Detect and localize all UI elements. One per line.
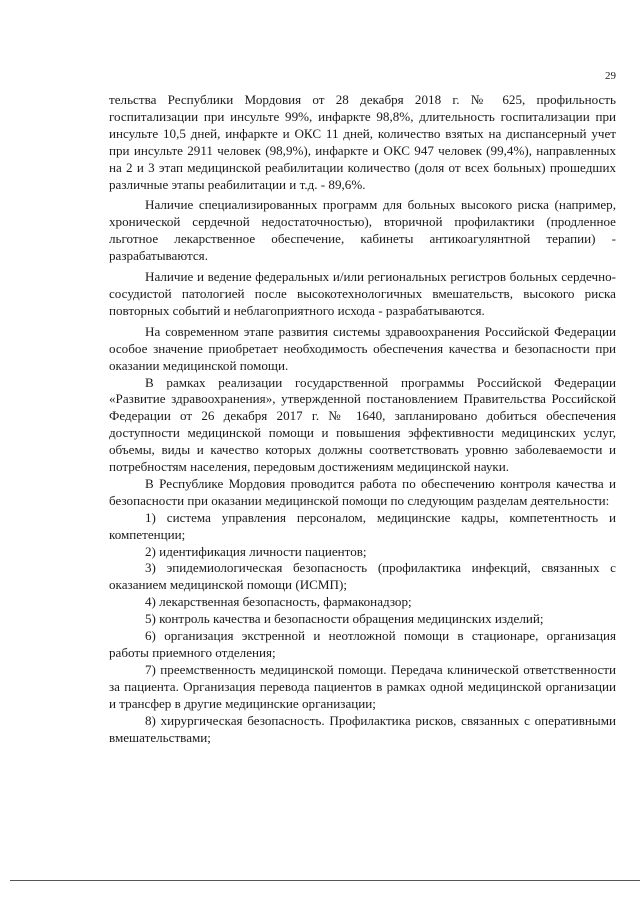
list-item: 7) преемственность медицинской помощи. Передача клинической ответственности за пациента. Организация перевода пациентов в рамках одной медицинской организации и трансфер в другие медицинские организации; <box>109 661 616 711</box>
list-item: 2) идентификация личности пациентов; <box>145 543 367 559</box>
paragraph-modern-stage: На современном этапе развития системы здравоохранения Российской Федерации особое значение приобретает необходимость обеспечения качества и безопасности при оказании медицинской помощи. <box>109 323 616 373</box>
paragraph-registers: Наличие и ведение федеральных и/или региональных регистров больных сердечно-сосудистой патологией после высокотехнологичных вмешательств, высокого риска повторных событий и неблагоприятного исхода - разрабатываются. <box>109 269 616 318</box>
list-item: 8) хирургическая безопасность. Профилактика рисков, связанных с оперативными вмешательствами; <box>109 712 616 745</box>
list-item: 3) эпидемиологическая безопасность (профилактика инфекций, связанных с оказанием медицинской помощи (ИСМП); <box>109 560 616 593</box>
paragraph-specialized-programs: Наличие специализированных программ для больных высокого риска (например, хронической сердечной недостаточностью), вторичной профилактики (продленное льготное лекарственное обеспечение, кабинеты антикоагулянтной терапии) - разрабатываются. <box>109 197 616 264</box>
list-item: 1) система управления персоналом, медицинские кадры, компетентность и компетенции; <box>109 509 616 542</box>
list-item: 5) контроль качества и безопасности обращения медицинских изделий; <box>145 611 544 627</box>
document-body <box>109 92 616 746</box>
page-bottom-divider <box>10 880 640 881</box>
paragraph-continued: тельства Республики Мордовия от 28 декабря 2018 г. № 625, профильность госпитализации при инсульте 99%, инфаркте 98,8%, длительность госпитализации при инсульте 10,5 дней, инфаркте и ОКС 11 дней, количество взятых на диспансерный учет при инсульте 2911 человек (98,9%), инфаркте и ОКС 947 человек (99,4%), направленных на 2 и 3 этап медицинской реабилитации количество (доля от всех больных) прошедших различные этапы реабилитации и т.д. - 89,6%. <box>109 92 616 192</box>
list-item: 6) организация экстренной и неотложной помощи в стационаре, организация работы приемного отделения; <box>109 628 616 660</box>
paragraph-state-program: В рамках реализации государственной программы Российской Федерации «Развитие здравоохранения», утвержденной постановлением Правительства Российской Федерации от 26 декабря 2017 г. № 1640, запланировано добиться обеспечения доступности медицинской помощи и повышения эффективности медицинских услуг, объемы, виды и качество которых должны соответствовать уровню заболеваемости и потребностям населения, передовым достижениям медицинской науки. <box>109 374 616 475</box>
paragraph-mordovia-work: В Республике Мордовия проводится работа по обеспечению контроля качества и безопасности при оказании медицинской помощи по следующим разделам деятельности: <box>109 475 616 508</box>
list-item: 4) лекарственная безопасность, фармаконадзор; <box>145 594 412 610</box>
page-number: 29 <box>605 70 616 82</box>
